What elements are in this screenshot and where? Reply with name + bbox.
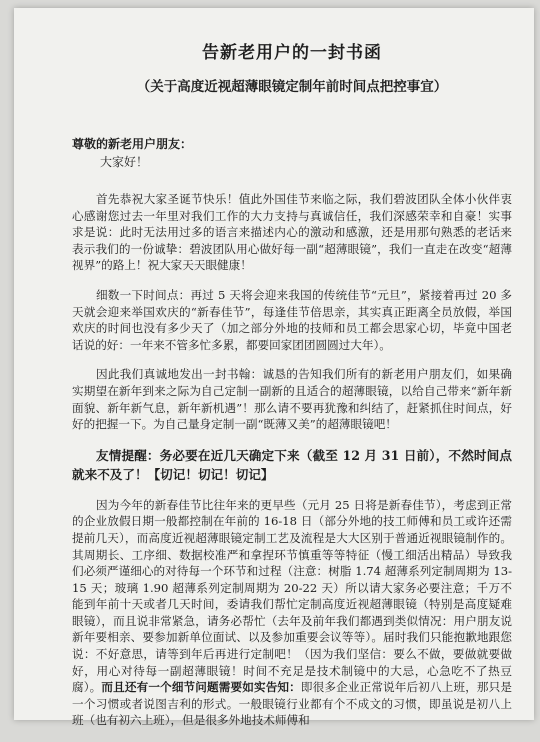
salutation: 尊敬的新老用户朋友： [72,137,193,151]
letter-content [72,38,512,742]
greeting: 大家好！ [100,155,149,169]
schedule-text-continued: 即很多企业正常说年后初八上班，那只是一个习惯或者说图吉利的形式。一般眼镜行业都有个不成文的习惯，即虽说是初八上班（也有初六上班），但是很多外地技术师傅和 [72,680,512,728]
deadline-notice: 友情提醒：务必要在近几天确定下来（截至 12 月 31 日前），不然时间点就来不及了！【切记！切记！切记】 [72,447,512,482]
schedule-text: 因为今年的新春佳节比往年来的更早些（元月 25 日将是新春佳节），考虑到正常的企业放假日期一般都控制在年前的 16-18 日（部分外地的技工师傅和员工或许还需提前几天），而高度近视超薄眼镜定制工艺及流程是大大区别于普通近视眼镜制作的。其周期长、工序细、数据校准严和拿捏环节慎重等等特征（慢工细活出精品）导致我们必须严谨细心的对待每一个环节和过程（注意：树脂 1.74 超薄系列定制周期为 13-15 天；玻璃 1.90 超薄系列定制周期为 20-22 天）所以请大家务必要注意；千万不能到年前十天或者几天时间，委请我们帮忙定制高度近视超薄眼镜（特别是高度疑难眼镜），而且说非常紧急，请务必帮忙（去年及前年我们都遇到类似情况：用户朋友说新年要相亲、要参加新单位面试、以及参加重要会议等等）。届时我们只能抱歉地跟您说：不好意思，请等到年后再进行定制吧！（因为我们坚信：要么不做，要做就要做好，用心对待每一副超薄眼镜！时间不充足是技术制镜中的大忌，心急吃不了热豆腐）。 [72,497,512,695]
paragraph-invitation: 因此我们真诚地发出一封书翰：诚恳的告知我们所有的新老用户朋友们，如果确实期望在新年到来之际为自己定制一副新的且适合的超薄眼镜，以给自己带来“新年新面貌、新年新气息，新年新机遇”！那么请不要再犹豫和纠结了，赶紧抓住时间点，好好的把握一下。为自己量身定制一副“既薄又美”的超薄眼镜吧！ [72,367,512,432]
schedule-bold-note: 而且还有一个细节问题需要如实告知： [101,680,301,695]
letter-subtitle: （关于高度近视超薄眼镜定制年前时间点把控事宜） [136,79,448,95]
letter-title: 告新老用户的一封书函 [202,43,382,63]
paragraph-christmas-greeting: 首先恭祝大家圣诞节快乐！值此外国佳节来临之际，我们碧波团队全体小伙伴衷心感谢您过去一年里对我们工作的大力支持与真诚信任，我们深感荣幸和自豪！实事求是说：此时无法用过多的语言来描述内心的激动和感激，还是用那句熟悉的老话来表示我们的一份诚挚：碧波团队用心做好每一副“超薄眼镜”，我们一直走在改变“超薄视界”的路上！祝大家天天眼健康！ [72,192,512,273]
letter-sheet [14,8,534,728]
paragraph-production-schedule [72,497,512,729]
paragraph-holiday-timeline: 细数一下时间点：再过 5 天将会迎来我国的传统佳节“元旦”，紧接着再过 20 多天就会迎来举国欢庆的“新春佳节”，每逢佳节倍思亲，其实真正距离全员放假，举国欢庆的时间也没有多少天了（加之部分外地的技师和员工都会思家心切，毕竟中国老话说的好：一年来不管多忙多累，都要回家团团圆圆过大年）。 [72,287,512,352]
